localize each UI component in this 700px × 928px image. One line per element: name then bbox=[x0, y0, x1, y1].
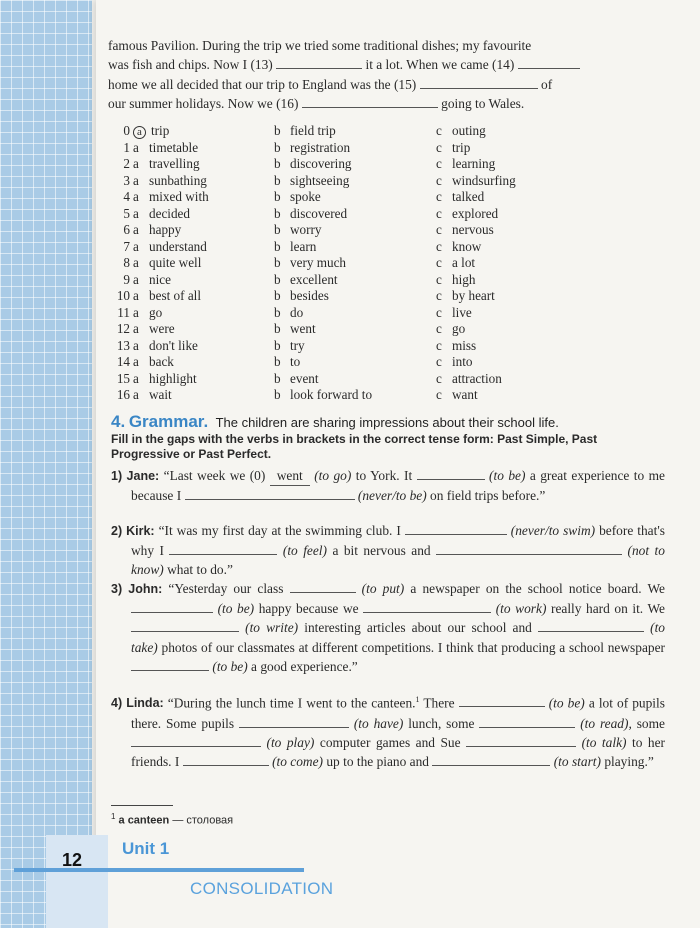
option-row bbox=[114, 305, 674, 322]
option-letter: c bbox=[436, 172, 442, 188]
option-a[interactable] bbox=[133, 371, 197, 388]
option-letter: a bbox=[133, 354, 139, 369]
option-a[interactable] bbox=[133, 206, 190, 223]
blank[interactable] bbox=[131, 658, 209, 671]
option-letter: a bbox=[133, 321, 139, 336]
blank-15[interactable] bbox=[420, 76, 538, 89]
option-b[interactable] bbox=[274, 272, 338, 289]
option-text: event bbox=[290, 370, 319, 386]
option-number: 5 bbox=[123, 205, 130, 221]
option-text: decided bbox=[149, 205, 191, 221]
option-b[interactable] bbox=[274, 371, 319, 388]
option-c[interactable] bbox=[436, 272, 475, 289]
option-b[interactable] bbox=[274, 156, 352, 173]
option-letter: b bbox=[274, 139, 281, 155]
option-letter: b bbox=[274, 354, 281, 369]
option-text: excellent bbox=[290, 271, 338, 287]
option-number: 10 bbox=[116, 288, 130, 303]
option-number: 8 bbox=[123, 255, 130, 270]
option-letter: c bbox=[436, 370, 442, 386]
option-c[interactable] bbox=[436, 354, 473, 371]
option-text: go bbox=[149, 304, 163, 320]
option-c[interactable] bbox=[436, 255, 475, 272]
option-letter: b bbox=[274, 370, 281, 386]
option-row bbox=[114, 354, 674, 371]
multiple-choice-options bbox=[114, 123, 674, 404]
option-row bbox=[114, 371, 674, 388]
option-row bbox=[114, 239, 674, 256]
option-a[interactable] bbox=[133, 255, 201, 272]
option-row bbox=[114, 222, 674, 239]
option-text: travelling bbox=[149, 156, 200, 171]
option-letter: c bbox=[436, 123, 442, 138]
option-letter: c bbox=[436, 337, 442, 353]
option-letter: c bbox=[436, 205, 442, 221]
option-text: happy bbox=[149, 222, 182, 237]
blank[interactable] bbox=[131, 600, 213, 613]
option-text: try bbox=[290, 337, 305, 353]
option-letter: a bbox=[133, 304, 139, 320]
option-a[interactable] bbox=[133, 272, 171, 289]
option-a[interactable] bbox=[133, 288, 201, 305]
option-row bbox=[114, 338, 674, 355]
option-row bbox=[114, 288, 674, 305]
option-text: best of all bbox=[149, 288, 202, 303]
option-letter: a bbox=[133, 288, 139, 303]
option-letter: b bbox=[274, 222, 281, 237]
option-b[interactable] bbox=[274, 140, 350, 157]
option-letter: a bbox=[133, 156, 139, 171]
option-c[interactable] bbox=[436, 371, 502, 388]
unit-label: Unit 1 bbox=[122, 839, 170, 858]
text-line: home we all decided that our trip to England was the (15) of bbox=[108, 76, 553, 92]
option-b[interactable] bbox=[274, 173, 349, 190]
option-a[interactable] bbox=[133, 156, 200, 173]
blank[interactable] bbox=[169, 542, 277, 555]
footer-rule bbox=[14, 868, 304, 872]
option-letter: c bbox=[436, 321, 442, 336]
option-a[interactable] bbox=[133, 387, 172, 404]
option-number: 2 bbox=[123, 156, 130, 171]
option-text: timetable bbox=[149, 139, 199, 155]
option-text: want bbox=[452, 387, 478, 402]
option-a[interactable] bbox=[133, 338, 198, 355]
exercise-item-1: 1) Jane: “Last week we (0) went (to go) to York. It (to be) a great experience to me because I (never/to be) on field trips before.” bbox=[111, 468, 665, 504]
option-letter: c bbox=[436, 354, 442, 369]
blank-13[interactable] bbox=[276, 56, 362, 69]
option-number: 11 bbox=[117, 304, 130, 320]
option-letter: b bbox=[274, 238, 281, 254]
option-number: 13 bbox=[116, 337, 130, 353]
option-text: miss bbox=[452, 337, 477, 353]
option-c[interactable] bbox=[436, 140, 470, 157]
option-c[interactable] bbox=[436, 156, 495, 173]
option-text: by heart bbox=[452, 288, 495, 303]
blank[interactable] bbox=[538, 619, 644, 632]
option-number: 4 bbox=[123, 189, 130, 204]
option-c[interactable] bbox=[436, 387, 478, 404]
option-letter: a bbox=[133, 238, 139, 254]
option-a[interactable] bbox=[133, 354, 174, 371]
section-subtitle: The children are sharing impressions about their school life. bbox=[215, 415, 559, 430]
option-text: trip bbox=[151, 123, 170, 138]
option-text: look forward to bbox=[290, 387, 373, 402]
option-letter: c bbox=[436, 255, 442, 270]
grid-margin-decoration bbox=[0, 0, 92, 928]
option-a[interactable] bbox=[133, 305, 162, 322]
option-b[interactable] bbox=[274, 222, 322, 239]
option-b[interactable] bbox=[274, 206, 347, 223]
option-a[interactable] bbox=[133, 189, 209, 206]
option-text: learning bbox=[452, 156, 496, 171]
option-c[interactable] bbox=[436, 189, 484, 206]
option-number: 6 bbox=[123, 222, 130, 237]
option-b[interactable] bbox=[274, 321, 316, 338]
blank[interactable] bbox=[363, 600, 491, 613]
option-text: high bbox=[452, 271, 476, 287]
option-number: 0 bbox=[123, 123, 130, 138]
option-b[interactable] bbox=[274, 123, 336, 140]
option-letter: b bbox=[274, 304, 281, 320]
option-letter: c bbox=[436, 288, 442, 303]
option-text: besides bbox=[290, 288, 329, 303]
option-row bbox=[114, 189, 674, 206]
option-c[interactable] bbox=[436, 206, 498, 223]
option-b[interactable] bbox=[274, 255, 346, 272]
option-text: sightseeing bbox=[290, 172, 350, 188]
option-text: very much bbox=[290, 255, 347, 270]
blank[interactable] bbox=[183, 753, 269, 766]
option-letter: b bbox=[274, 337, 281, 353]
blank-14[interactable] bbox=[518, 56, 580, 69]
option-letter: c bbox=[436, 139, 442, 155]
option-letter: a bbox=[133, 205, 139, 221]
option-letter: b bbox=[274, 255, 281, 270]
option-text: worry bbox=[290, 222, 322, 237]
option-letter: a bbox=[133, 337, 139, 353]
option-text: know bbox=[452, 238, 482, 254]
unit-section-title: CONSOLIDATION bbox=[190, 879, 334, 898]
option-number: 12 bbox=[116, 321, 130, 336]
option-row bbox=[114, 140, 674, 157]
option-c[interactable] bbox=[436, 123, 486, 140]
option-c[interactable] bbox=[436, 321, 465, 338]
option-a[interactable] bbox=[133, 140, 198, 157]
blank[interactable] bbox=[131, 734, 261, 747]
blank[interactable] bbox=[479, 715, 575, 728]
option-number: 15 bbox=[116, 370, 130, 386]
option-letter: c bbox=[436, 387, 442, 402]
exercise-item-4: 4) Linda: “During the lunch time I went to the canteen.$^1$ There (to be) a lot of pupils there. Some pupils (to have) lunch, some (to read), some (to play) computer games and Sue (to talk) to her friends. I (to come) up to the piano and (to start) playing.” bbox=[111, 695, 665, 770]
option-letter: b bbox=[274, 321, 281, 336]
option-letter: a bbox=[133, 387, 139, 402]
option-number: 3 bbox=[123, 172, 130, 188]
text-line: was fish and chips. Now I (13) it a lot. When we came (14) bbox=[108, 55, 664, 74]
option-text: discovering bbox=[290, 156, 352, 171]
answer-example: went bbox=[270, 466, 310, 486]
option-text: don't like bbox=[149, 337, 198, 353]
option-letter: b bbox=[274, 387, 281, 402]
option-c[interactable] bbox=[436, 338, 476, 355]
blank-16[interactable] bbox=[302, 95, 438, 108]
footnote: $^1$ a canteen — столовая bbox=[111, 812, 234, 827]
blank[interactable] bbox=[405, 522, 507, 535]
option-c[interactable] bbox=[436, 239, 481, 256]
option-text: windsurfing bbox=[452, 172, 516, 188]
option-c[interactable] bbox=[436, 288, 495, 305]
option-c[interactable] bbox=[436, 222, 494, 239]
option-b[interactable] bbox=[274, 189, 321, 206]
option-text: highlight bbox=[149, 370, 197, 386]
option-row bbox=[114, 321, 674, 338]
option-letter: b bbox=[274, 123, 281, 138]
blank[interactable] bbox=[436, 542, 622, 555]
option-text: to bbox=[290, 354, 301, 369]
option-text: discovered bbox=[290, 205, 348, 221]
option-letter: c bbox=[436, 222, 442, 237]
blank[interactable] bbox=[417, 467, 485, 480]
reading-text-continuation bbox=[108, 36, 664, 113]
blank[interactable] bbox=[239, 715, 349, 728]
option-letter: a bbox=[133, 370, 139, 386]
option-letter: b bbox=[274, 205, 281, 221]
option-text: go bbox=[452, 321, 466, 336]
option-text: back bbox=[149, 354, 174, 369]
option-letter: a bbox=[133, 255, 139, 270]
option-text: went bbox=[290, 321, 316, 336]
option-a[interactable] bbox=[133, 239, 207, 256]
option-letter: b bbox=[274, 288, 281, 303]
option-number: 16 bbox=[116, 387, 130, 402]
option-row bbox=[114, 206, 674, 223]
option-text: trip bbox=[452, 139, 471, 155]
option-text: nice bbox=[149, 271, 171, 287]
option-text: attraction bbox=[452, 370, 502, 386]
option-text: outing bbox=[452, 123, 486, 138]
option-b[interactable] bbox=[274, 338, 305, 355]
option-text: mixed with bbox=[149, 189, 209, 204]
option-text: registration bbox=[290, 139, 351, 155]
option-c[interactable] bbox=[436, 305, 472, 322]
option-text: sunbathing bbox=[149, 172, 207, 188]
option-number: 7 bbox=[123, 238, 130, 254]
footnote-divider bbox=[111, 805, 173, 806]
option-row bbox=[114, 272, 674, 289]
option-text: talked bbox=[452, 189, 485, 204]
option-text: field trip bbox=[290, 123, 336, 138]
blank[interactable] bbox=[459, 694, 545, 707]
option-text: were bbox=[149, 321, 175, 336]
option-letter: c bbox=[436, 271, 442, 287]
option-text: wait bbox=[149, 387, 172, 402]
option-text: nervous bbox=[452, 222, 494, 237]
option-b[interactable] bbox=[274, 354, 300, 371]
text-line: famous Pavilion. During the trip we tried some traditional dishes; my favourite bbox=[108, 38, 532, 53]
option-text: understand bbox=[149, 238, 207, 254]
option-number: 1 bbox=[123, 139, 130, 155]
section-word: Grammar. bbox=[128, 412, 209, 431]
option-a[interactable] bbox=[133, 321, 175, 338]
option-text: a lot bbox=[452, 255, 476, 270]
section-heading bbox=[111, 412, 559, 432]
option-letter: b bbox=[274, 189, 281, 204]
page-number: 12 bbox=[62, 850, 83, 870]
option-a[interactable] bbox=[133, 123, 169, 140]
option-text: live bbox=[452, 304, 472, 320]
option-a[interactable] bbox=[133, 173, 207, 190]
blank[interactable] bbox=[185, 487, 355, 500]
option-row bbox=[114, 123, 674, 140]
blank[interactable] bbox=[290, 580, 356, 593]
option-b[interactable] bbox=[274, 239, 316, 256]
option-text: learn bbox=[290, 238, 317, 254]
section-number: 4. bbox=[111, 412, 126, 431]
option-b[interactable] bbox=[274, 305, 303, 322]
exercise-item-3: 3) John: “Yesterday our class (to put) a newspaper on the school notice board. We (to be) happy because we (to work) really hard on it. We (to write) interesting articles about our school and (to take) photos of our classmates at different competitions. I think that producing a school newspaper (to be) a good experience.” bbox=[111, 581, 665, 674]
option-letter: c bbox=[436, 156, 442, 171]
option-letter: b bbox=[274, 156, 281, 171]
option-letter: b bbox=[274, 172, 281, 188]
option-row bbox=[114, 173, 674, 190]
page-number-tab bbox=[46, 835, 108, 928]
option-letter: a bbox=[133, 271, 139, 287]
text-line: our summer holidays. Now we (16) going to Wales. bbox=[108, 95, 525, 111]
option-text: explored bbox=[452, 205, 499, 221]
blank[interactable] bbox=[466, 734, 576, 747]
exercise-instruction: Fill in the gaps with the verbs in brackets in the correct tense form: Past Simple, Past Progressive or Past Perfect. bbox=[111, 432, 598, 461]
circled-letter: a bbox=[133, 126, 146, 139]
option-c[interactable] bbox=[436, 173, 516, 190]
option-text: do bbox=[290, 304, 304, 320]
option-letter: a bbox=[133, 222, 139, 237]
option-letter: c bbox=[436, 304, 442, 320]
option-letter: a bbox=[133, 139, 139, 155]
option-text: spoke bbox=[290, 189, 321, 204]
option-row bbox=[114, 156, 674, 173]
option-letter: a bbox=[133, 189, 139, 204]
option-letter: c bbox=[436, 189, 442, 204]
blank[interactable] bbox=[131, 619, 239, 632]
option-row bbox=[114, 255, 674, 272]
option-text: quite well bbox=[149, 255, 202, 270]
option-letter: c bbox=[436, 238, 442, 254]
blank[interactable] bbox=[432, 753, 550, 766]
option-a[interactable] bbox=[133, 222, 181, 239]
exercise-item-2: 2) Kirk: “It was my first day at the swimming club. I (never/to swim) before that's why I (to feel) a bit nervous and (not to know) what to do.” bbox=[111, 523, 665, 578]
option-row bbox=[114, 387, 674, 404]
option-letter: b bbox=[274, 271, 281, 287]
option-number: 9 bbox=[123, 271, 130, 287]
option-text: into bbox=[452, 354, 473, 369]
option-b[interactable] bbox=[274, 288, 329, 305]
option-number: 14 bbox=[116, 354, 130, 369]
option-b[interactable] bbox=[274, 387, 372, 404]
option-letter: a bbox=[133, 172, 139, 188]
